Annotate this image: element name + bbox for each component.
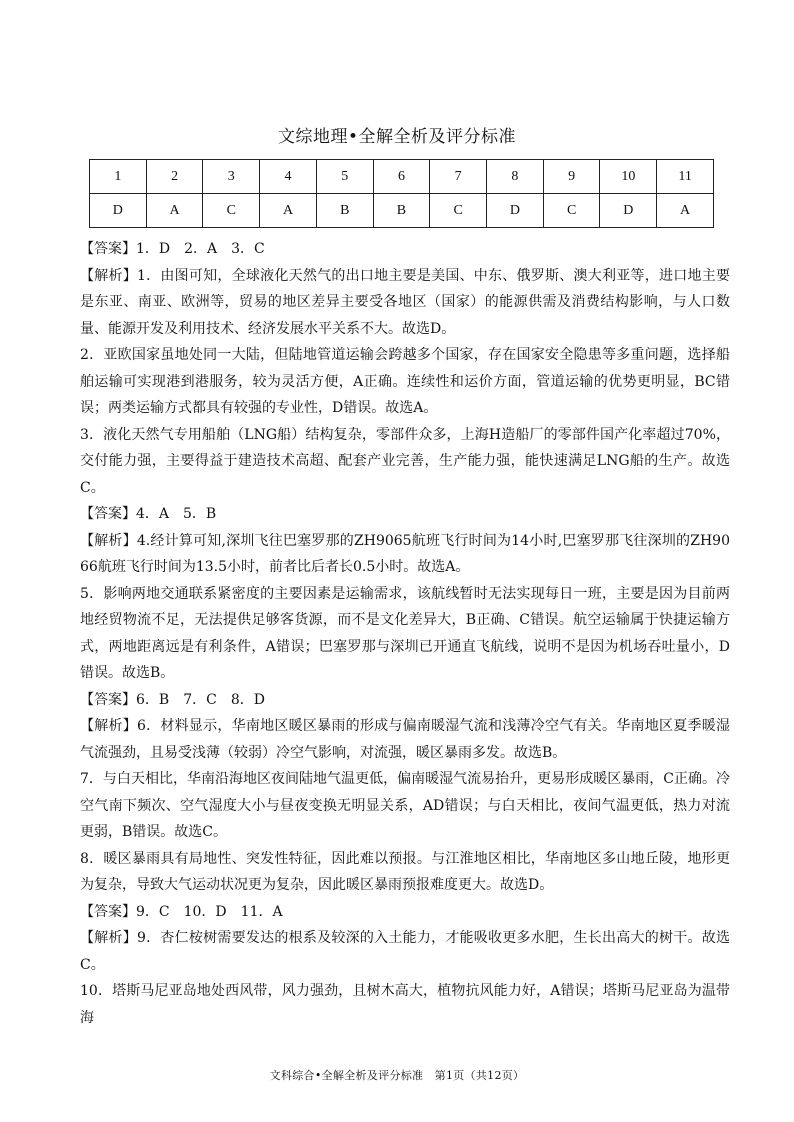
answer-cell: D [90,194,147,228]
explanation-paragraph: 【解析】1．由图可知，全球液化天然气的出口地主要是美国、中东、俄罗斯、澳大利亚等，进口地主要是东亚、南亚、欧洲等，贸易的地区差异主要受各地区（国家）的能源供需及消费结构影响，与人口数量、能源开发及利用技术、经济发展水平关系不大。故选D。 [80,267,730,337]
page-footer: 文科综合•全解全析及评分标准 第1页（共12页） [269,1069,525,1082]
explanation-paragraph: 10．塔斯马尼亚岛地处西风带，风力强劲，且树木高大，植物抗风能力好，A错误；塔斯马尼亚岛为温带海 [80,983,730,1026]
question-number-cell: 1 [90,160,147,194]
question-number-cell: 9 [543,160,600,194]
explanation-paragraph: 3．液化天然气专用船舶（LNG船）结构复杂，零部件众多，上海H造船厂的零部件国产化率超过70%，交付能力强，主要得益于建造技术高超、配套产业完善，生产能力强，能快速满足LNG船的生产。故选C。 [80,426,730,496]
question-number-cell: 3 [203,160,260,194]
answer-cell: C [543,194,600,228]
answer-line: 【答案】4．A 5．B [80,506,217,522]
question-number-cell: 2 [146,160,203,194]
answer-table-number-row [90,160,714,194]
answer-cell: D [600,194,657,228]
answer-cell: B [373,194,430,228]
page-title: 文综地理•全解全析及评分标准 [277,127,517,147]
answer-line: 【答案】9．C 10．D 11．A [80,903,283,920]
answer-cell: A [657,194,714,228]
question-number-cell: 11 [657,160,714,194]
explanation-paragraph: 【解析】6．材料显示，华南地区暖区暴雨的形成与偏南暖湿气流和浅薄冷空气有关。华南地区夏季暖湿气流强劲，且易受浅薄（较弱）冷空气影响，对流强，暖区暴雨多发。故选B。 [80,718,730,761]
answer-table [89,159,714,228]
explanation-paragraph: 2．亚欧国家虽地处同一大陆，但陆地管道运输会跨越多个国家，存在国家安全隐患等多重问题，选择船舶运输可实现港到港服务，较为灵活方便，A正确。连续性和运价方面，管道运输的优势更明显，BC错误；两类运输方式都具有较强的专业性，D错误。故选A。 [80,347,730,416]
answer-cell: A [260,194,317,228]
answer-line: 【答案】1．D 2．A 3．C [80,241,265,257]
answer-line: 【答案】6．B 7．C 8．D [80,691,265,708]
answer-cell: C [203,194,260,228]
question-number-cell: 5 [316,160,373,194]
question-number-cell: 4 [260,160,317,194]
question-number-cell: 7 [430,160,487,194]
question-number-cell: 10 [600,160,657,194]
explanation-paragraph: 【解析】9．杏仁桉树需要发达的根系及较深的入土能力，才能吸收更多水肥，生长出高大的树干。故选C。 [80,930,730,973]
answer-cell: C [430,194,487,228]
explanation-paragraph: 【解析】4.经计算可知,深圳飞往巴塞罗那的ZH9065航班飞行时间为14小时,巴塞罗那飞往深圳的ZH9066航班飞行时间为13.5小时，前者比后者长0.5小时。故选A。 [80,532,730,575]
explanation-paragraph: 7．与白天相比，华南沿海地区夜间陆地气温更低，偏南暖湿气流易抬升，更易形成暖区暴雨，C正确。冷空气南下频次、空气湿度大小与昼夜变换无明显关系，AD错误；与白天相比，夜间气温更低，热力对流更弱，B错误。故选C。 [80,771,730,840]
explanation-body [80,236,730,1031]
question-number-cell: 6 [373,160,430,194]
explanation-paragraph: 5．影响两地交通联系紧密度的主要因素是运输需求，该航线暂时无法实现每日一班，主要是因为目前两地经贸物流不足，无法提供足够客货源，而不是文化差异大，B正确、C错误。航空运输属于快捷运输方式，两地距离远是有利条件，A错误；巴塞罗那与深圳已开通直飞航线，说明不是因为机场吞吐量小，D错误。故选B。 [80,585,730,681]
question-number-cell: 8 [487,160,544,194]
answer-cell: D [487,194,544,228]
answer-cell: A [146,194,203,228]
explanation-paragraph: 8．暖区暴雨具有局地性、突发性特征，因此难以预报。与江淮地区相比，华南地区多山地丘陵，地形更为复杂，导致大气运动状况更为复杂，因此暖区暴雨预报难度更大。故选D。 [80,850,730,893]
answer-cell: B [316,194,373,228]
answer-table-answer-row [90,194,714,228]
